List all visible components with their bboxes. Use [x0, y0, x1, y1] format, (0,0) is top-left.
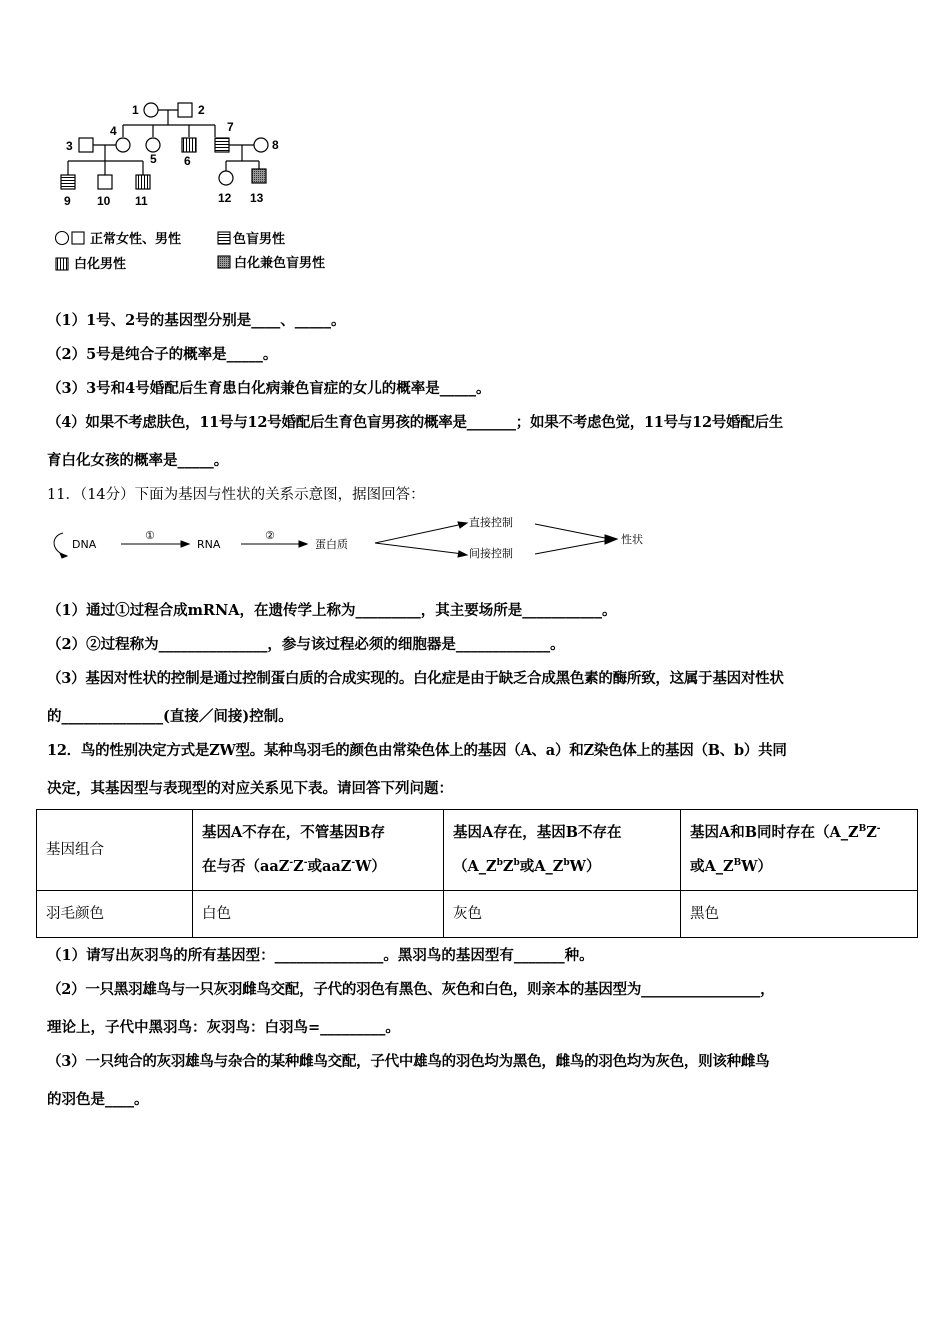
- q12-intro: 12．鸟的性别决定方式是ZW型。某种鸟羽毛的颜色由常染色体上的基因（A、a）和Z染色体上的基因（B、b）共同: [47, 742, 787, 759]
- person-2: [178, 103, 192, 117]
- pedigree-label: 8: [272, 138, 279, 152]
- legend-male-icon: [72, 232, 84, 244]
- person-1: [144, 103, 158, 117]
- table-row: [37, 810, 918, 891]
- legend-both: 白化兼色盲男性: [234, 256, 326, 271]
- legend-albino-icon: [56, 258, 68, 270]
- person-10: [98, 175, 112, 189]
- trait-label: 性状: [621, 533, 643, 546]
- q11-part2: （2）②过程称为_______________，参与该过程必须的细胞器是_____________。: [47, 636, 565, 653]
- gene-trait-diagram: [45, 512, 645, 564]
- pedigree-label: 13: [250, 191, 264, 205]
- table-cell: 黑色: [681, 891, 918, 938]
- table-cell: 基因A存在，基因B不存在 （$A\_Z^bZ^b$或$A\_Z^bW$）: [444, 810, 681, 891]
- table-cell: 羽毛颜色: [37, 891, 193, 938]
- step1-label: ①: [145, 529, 155, 542]
- person-11: [136, 175, 150, 189]
- indirect-control-label: 间接控制: [469, 547, 513, 560]
- table-cell: 灰色: [444, 891, 681, 938]
- rna-label: RNA: [197, 538, 221, 551]
- pedigree-label: 1: [132, 103, 139, 117]
- pedigree-label: 9: [64, 194, 71, 208]
- person-5: [146, 138, 160, 152]
- genotype-table: [36, 809, 918, 938]
- pedigree-label: 10: [97, 194, 111, 208]
- q12-part3-cont: 的羽色是____。: [47, 1091, 149, 1108]
- person-12: [219, 171, 233, 185]
- step2-label: ②: [265, 529, 275, 542]
- dna-label: DNA: [72, 538, 97, 551]
- pedigree-label: 7: [227, 120, 234, 134]
- pedigree-label: 3: [66, 139, 73, 153]
- pedigree-label: 11: [135, 194, 148, 208]
- table-cell: 基因A和B同时存在（$A\_Z^BZ^-$ 或$A\_Z^BW$）: [681, 810, 918, 891]
- person-3: [79, 138, 93, 152]
- pedigree-label: 6: [184, 154, 191, 168]
- legend-colorblind: 色盲男性: [233, 232, 286, 247]
- q12-part2-cont: 理论上，子代中黑羽鸟：灰羽鸟：白羽鸟=_________。: [47, 1019, 400, 1036]
- person-13: [252, 169, 266, 183]
- q10-part4: （4）如果不考虑肤色，11号与12号婚配后生育色盲男孩的概率是_______；如果不考虑色觉，11号与12号婚配后生: [47, 414, 784, 431]
- direct-control-label: 直接控制: [469, 516, 513, 529]
- table-cell: 基因A不存在，不管基因B存 在与否（aaZ-Z-或aaZ-W）: [193, 810, 444, 891]
- person-6: [182, 138, 196, 152]
- person-9: [61, 175, 75, 189]
- q11-title: 11．（14分）下面为基因与性状的关系示意图，据图回答：: [47, 487, 425, 503]
- q10-part4-cont: 育白化女孩的概率是_____。: [47, 452, 229, 469]
- table-cell: 基因组合: [37, 810, 193, 891]
- pedigree-label: 2: [198, 103, 205, 117]
- table-cell: 白色: [193, 891, 444, 938]
- q12-part1: （1）请写出灰羽鸟的所有基因型：_______________。黑羽鸟的基因型有_______种。: [47, 947, 594, 964]
- legend-albino: 白化男性: [74, 257, 127, 272]
- person-8: [254, 138, 268, 152]
- person-4: [116, 138, 130, 152]
- legend-normal: 正常女性、男性: [90, 232, 182, 247]
- legend-both-icon: [218, 256, 230, 268]
- q10-part2: （2）5号是纯合子的概率是_____。: [47, 346, 278, 363]
- legend-female-icon: [56, 232, 69, 245]
- pedigree-label: 4: [110, 124, 117, 138]
- q10-part1: （1）1号、2号的基因型分别是____、_____。: [47, 312, 346, 329]
- legend-colorblind-icon: [218, 232, 230, 244]
- table-row: [37, 891, 918, 938]
- pedigree-label: 12: [218, 191, 232, 205]
- protein-label: 蛋白质: [315, 538, 348, 551]
- q12-part3: （3）一只纯合的灰羽雄鸟与杂合的某种雌鸟交配，子代中雄鸟的羽色均为黑色，雌鸟的羽色均为灰色，则该种雌鸟: [47, 1053, 770, 1070]
- person-7: [215, 138, 229, 152]
- q10-part3: （3）3号和4号婚配后生育患白化病兼色盲症的女儿的概率是_____。: [47, 380, 491, 397]
- q11-part3-cont: 的______________(直接／间接)控制。: [47, 708, 293, 725]
- q12-intro-cont: 决定，其基因型与表现型的对应关系见下表。请回答下列问题：: [47, 780, 453, 797]
- pedigree-chart: [50, 95, 370, 280]
- q11-part1: （1）通过①过程合成mRNA，在遗传学上称为_________，其主要场所是___________。: [47, 602, 617, 619]
- q11-part3: （3）基因对性状的控制是通过控制蛋白质的合成实现的。白化症是由于缺乏合成黑色素的酶所致，这属于基因对性状: [47, 670, 784, 687]
- q12-part2: （2）一只黑羽雄鸟与一只灰羽雌鸟交配，子代的羽色有黑色、灰色和白色，则亲本的基因型为_________________，: [47, 981, 775, 998]
- pedigree-label: 5: [150, 152, 157, 166]
